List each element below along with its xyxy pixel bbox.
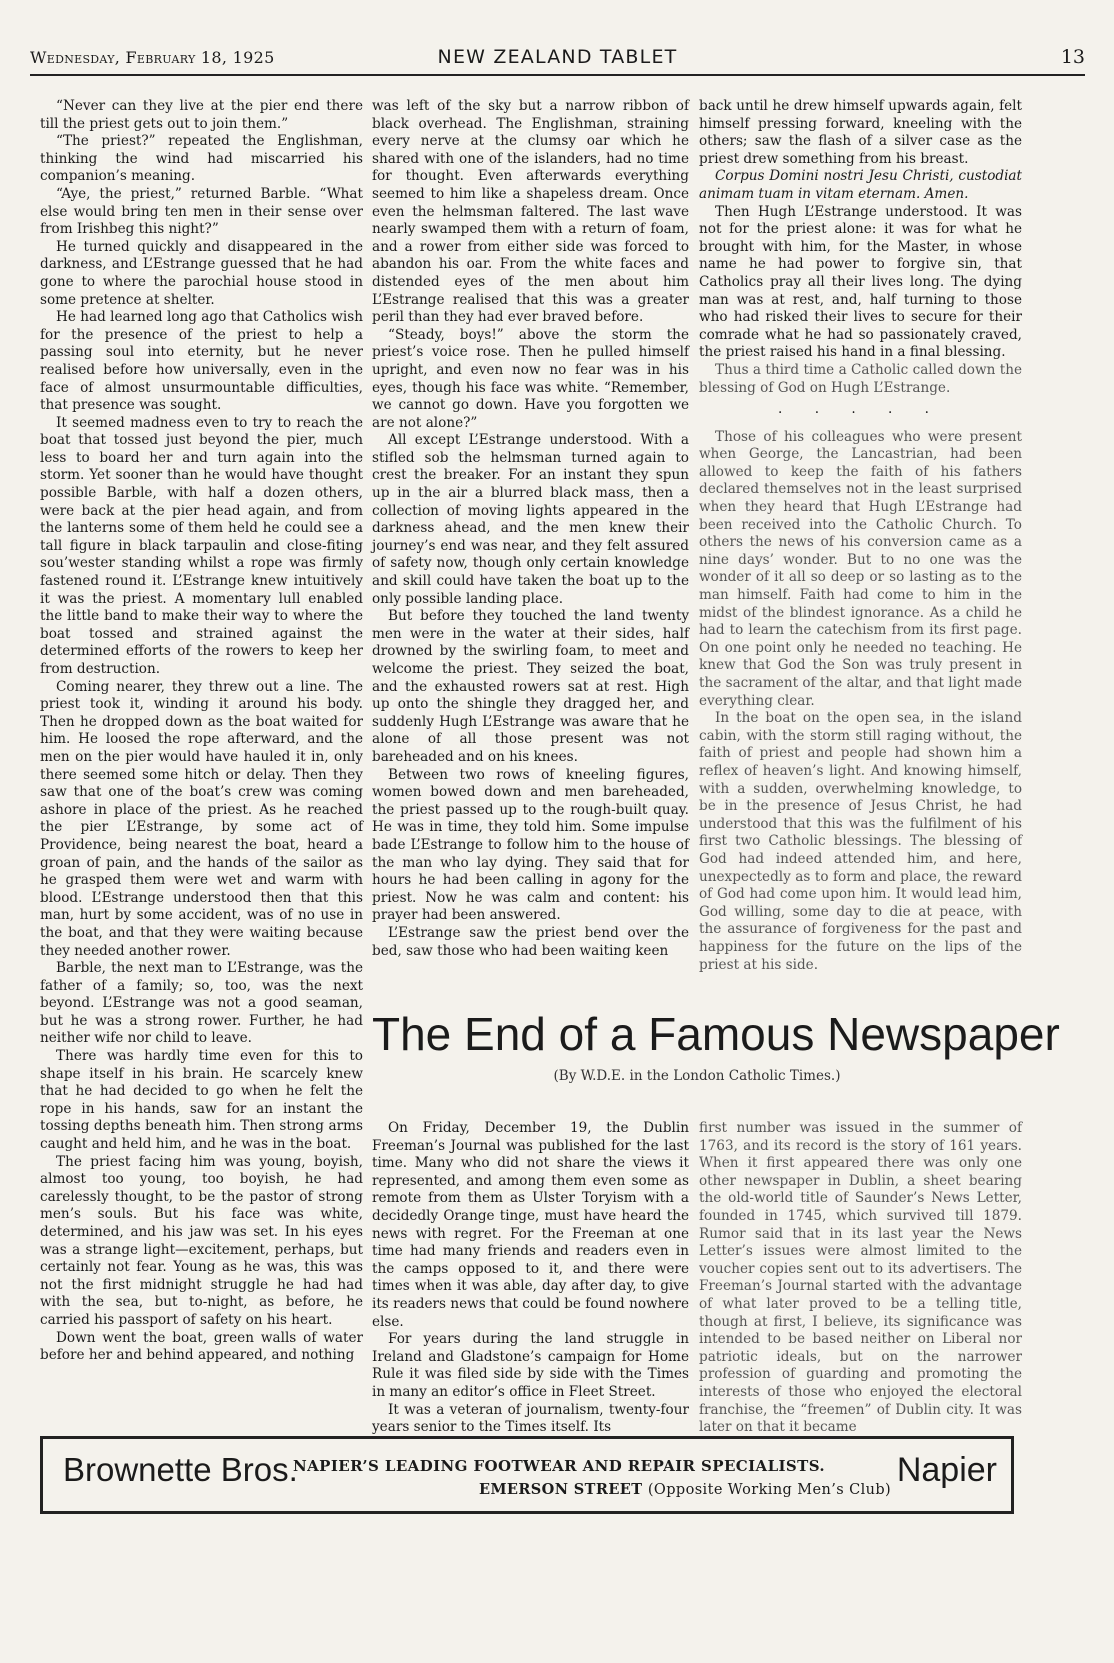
article-headline: The End of a Famous Newspaper xyxy=(372,1008,1060,1060)
paragraph: “Aye, the priest,” returned Barble. “What else would bring ten men in their sense over from Irishbeg this night?” xyxy=(40,185,363,238)
paragraph: Between two rows of kneeling figures, women bowed down and men bareheaded, the priest passed up to the rough-built quay. He was in time, they told him. Some impulse bade L’Estrange to follow him to the house of the man who lay dying. They said that for hours he had been calling in agony for the priest. Now he was calm and content: his prayer had been answered. xyxy=(372,766,689,924)
paragraph: L’Estrange saw the priest bend over the bed, saw those who had been waiting keen xyxy=(372,924,689,959)
paragraph: He turned quickly and disappeared in the darkness, and L’Estrange guessed that he had gone to where the parochial house stood in some pretence at shelter. xyxy=(40,238,363,308)
paragraph: He had learned long ago that Catholics wish for the presence of the priest to help a passing soul into eternity, but he never realised before how universally, even in the face of almost unsurmountable difficulties, that presence was sought. xyxy=(40,309,363,414)
ad-town: Napier xyxy=(896,1451,997,1489)
ad-street: EMERSON STREET xyxy=(479,1481,643,1498)
paragraph: Then Hugh L’Estrange understood. It was not for the priest alone: it was for what he brought with him, for the Master, in whose name he had power to forgive sin, that Catholics pray all their lives long. The dying man was at rest, and, half turning to those who had risked their lives to secure for their comrade what he had so passionately craved, the priest raised his hand in a final blessing. xyxy=(699,203,1022,361)
paragraph: The priest facing him was young, boyish, almost too young, too boyish, he had carelessly thought, to be the pastor of strong men’s souls. But his face was white, determined, and his jaw was set. In his eyes was a strange light—excitement, perhaps, but certainly not fear. Young as he was, this was not the first midnight struggle he had had with the sea, but to-night, as before, he carried his passport of safety on his heart. xyxy=(40,1153,363,1328)
paragraph: It was a veteran of journalism, twenty-four years senior to the Times itself. Its xyxy=(372,1401,689,1436)
page-header xyxy=(30,44,1085,76)
issue-date: Wednesday, February 18, 1925 xyxy=(30,48,275,67)
paragraph: first number was issued in the summer of 1763, and its record is the story of 161 years. When it first appeared there was only one other newspaper in Dublin, a sheet bearing the old-world title of Saunder’s News Letter, founded in 1745, which survived till 1879. Rumor said that in its last year the News Letter’s issues were almost limited to the voucher copies sent out to its advertisers. The Freeman’s Journal started with the advantage of what later proved to be a telling title, though at first, I believe, its significance was intended to be based neither on Liberal nor patriotic ideals, but on the narrower profession of guarding and promoting the interests of those who enjoyed the electoral franchise, the “freemen” of Dublin city. It was later on that it became xyxy=(699,1120,1022,1436)
article-column-1 xyxy=(372,1120,689,1436)
story-column-1 xyxy=(40,98,363,1410)
paragraph: Down went the boat, green walls of water before her and behind appeared, and nothing xyxy=(40,1329,363,1364)
paragraph: Barble, the next man to L’Estrange, was the father of a family; so, too, was the next beyond. L’Estrange was not a good seaman, but he was a strong rower. Further, he had neither wife nor child to leave. xyxy=(40,960,363,1047)
paragraph: In the boat on the open sea, in the island cabin, with the storm still raging without, the faith of priest and people had shown him a reflex of heaven’s light. And knowing himself, with a sudden, overwhelming knowledge, to be in the presence of Jesus Christ, he had understood that this was the fulfilment of his first two Catholic blessings. The blessing of God had indeed attended him, and here, unexpectedly as to form and place, the reward of God had come upon him. It would lead him, God willing, some day to die at peace, with the assurance of forgiveness for the past and happiness for the future on the lips of the priest at his side. xyxy=(699,710,1022,973)
ad-street-note: (Opposite Working Men’s Club) xyxy=(647,1482,892,1498)
article-column-2 xyxy=(699,1120,1022,1436)
paragraph: On Friday, December 19, the Dublin Freeman’s Journal was published for the last time. Many who did not share the views it represented, and among them even some as remote from them as Ulster Toryism with a decidedly Orange tinge, must have heard the news with regret. For the Freeman at one time had many friends and readers even in the camps opposed to it, and there were times when it was able, day after day, to give its readers news that could be found nowhere else. xyxy=(372,1120,689,1330)
article-byline: (By W.D.E. in the London Catholic Times.) xyxy=(553,1068,841,1084)
paragraph: “The priest?” repeated the Englishman, thinking the wind had miscarried his companion’s meaning. xyxy=(40,133,363,185)
paragraph: “Never can they live at the pier end there till the priest gets out to join them.” xyxy=(40,98,363,132)
ad-brand: Brownette Bros. xyxy=(63,1451,298,1488)
story-column-3 xyxy=(699,98,1022,994)
ad-tagline: NAPIER’S LEADING FOOTWEAR AND REPAIR SPECIALISTS. xyxy=(293,1457,826,1475)
section-break: . . . . . xyxy=(778,401,943,418)
paragraph: Coming nearer, they threw out a line. The priest took it, winding it around his body. Then he dropped down as the boat waited for him. He loosed the rope afterward, and the men on the pier would have hauled it in, only there seemed some hitch or delay. Then they saw that one of the boat’s crew was coming ashore in place of the priest. As he reached the pier L’Estrange, by some act of Providence, being nearest the boat, heard a groan of pain, and the hands of the sailor as he grasped them were wet and warm with blood. L’Estrange understood then that this man, hurt by some accident, was of no use in the boat, and that they were waiting because they needed another rower. xyxy=(40,678,363,959)
masthead: NEW ZEALAND TABLET xyxy=(437,46,678,68)
paragraph: was left of the sky but a narrow ribbon of black overhead. The Englishman, straining every nerve at the clumsy oar which he shared with one of the islanders, had no time for thought. Even afterwards everything seemed to him like a shapeless dream. Once even the helmsman faltered. The last wave nearly swamped them with a return of foam, and a rower from either side was forced to abandon his oar. From the white faces and distended eyes of the men about him L’Estrange realised that this was a greater peril than they had ever braved before. xyxy=(372,98,689,326)
paragraph: Those of his colleagues who were present when George, the Lancastrian, had been allowed to keep the faith of his fathers declared themselves not in the least surprised when they heard that Hugh L’Estrange had been received into the Catholic Church. To others the news of his conversion came as a nine days’ wonder. But to no one was the wonder of it all so deep or so lasting as to the man himself. Faith had come to him in the midst of the blindest ignorance. As a child he had to learn the catechism from its first page. On one point only he needed no teaching. He knew that God the Son was truly present in the sacrament of the altar, and that light made everything clear. xyxy=(699,428,1022,709)
paragraph: “Steady, boys!” above the storm the priest’s voice rose. Then he pulled himself upright, and even now no fear was in his eyes, though his face was white. “Remember, we cannot go down. Have you forgotten we are not alone?” xyxy=(372,326,689,431)
page-number: 13 xyxy=(1060,46,1085,68)
story-column-2 xyxy=(372,98,689,994)
ad-address xyxy=(479,1481,891,1498)
latin-prayer xyxy=(699,168,1022,203)
paragraph: All except L’Estrange understood. With a stifled sob the helmsman turned again to crest the breaker. For an instant they spun up in the air a blurred black mass, then a collection of moving lights appeared in the darkness ahead, and the men knew their journey’s end was near, and they felt assured of safety now, though only certain knowledge and skill could have taken the boat up to the only possible landing place. xyxy=(372,432,689,607)
paragraph: back until he drew himself upwards again, felt himself pressing forward, kneeling with the others; saw the flash of a silver case as the priest drew something from his breast. xyxy=(699,98,1022,167)
paragraph: Thus a third time a Catholic called down the blessing of God on Hugh L’Estrange. xyxy=(699,361,1022,396)
paragraph: But before they touched the land twenty men were in the water at their sides, half drowned by the swirling foam, to meet and welcome the priest. They seized the boat, and the exhausted rowers sat at rest. High up onto the shingle they dragged her, and suddenly Hugh L’Estrange was aware that he alone of all those present was not bareheaded and on his knees. xyxy=(372,608,689,765)
advertisement-box xyxy=(40,1436,1014,1514)
paragraph: There was hardly time even for this to shape itself in his brain. He scarcely knew that he had decided to go when he felt the rope in his hands, saw for an instant the tossing depths beneath him. Then strong arms caught and held him, and he was in the boat. xyxy=(40,1048,363,1153)
latin-prayer-text: Corpus Domini nostri Jesu Christi, custodiat animam tuam in vitam eternam. Amen. xyxy=(699,168,1022,202)
paragraph: It seemed madness even to try to reach the boat that tossed just beyond the pier, much less to board her and turn again into the storm. Yet sooner than he would have thought possible Barble, with half a dozen others, were back at the pier head again, and from the lanterns some of them held he could see a tall figure in black tarpaulin and close-fiting sou’wester standing whilst a rope was firmly fastened round it. L’Estrange knew intuitively it was the priest. A momentary lull enabled the little band to make their way to where the boat tossed and strained against the determined efforts of the rowers to keep her from destruction. xyxy=(40,414,363,677)
paragraph: For years during the land struggle in Ireland and Gladstone’s campaign for Home Rule it was filed side by side with the Times in many an editor’s office in Fleet Street. xyxy=(372,1331,689,1400)
